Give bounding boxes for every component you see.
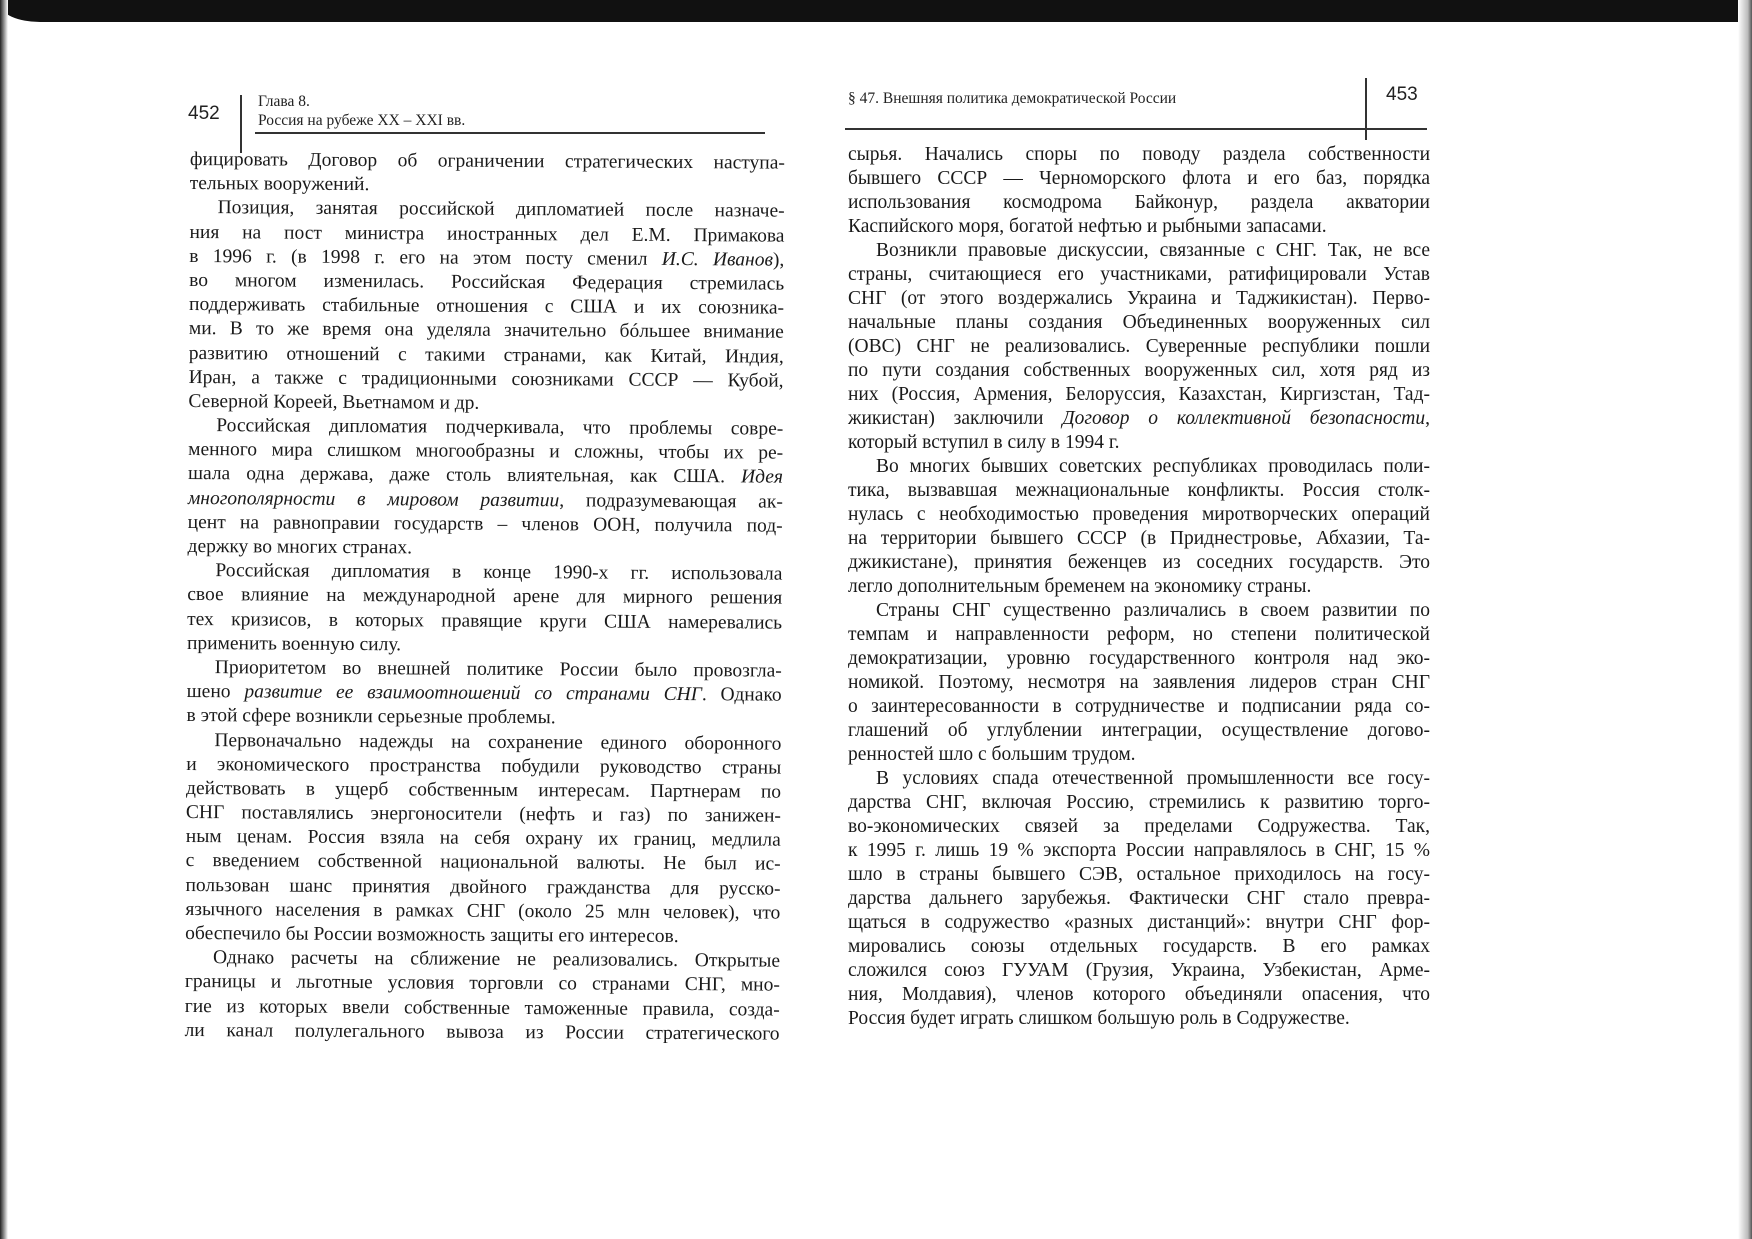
section-title: § 47. Внешняя политика демократической России bbox=[848, 90, 1177, 107]
text-segment: применить военную силу. bbox=[186, 632, 402, 656]
text-line bbox=[848, 191, 1430, 215]
text-segment: поддерживать стабильные отношения с США и их союзника- bbox=[188, 294, 785, 319]
text-line bbox=[848, 815, 1430, 839]
text-line bbox=[848, 983, 1430, 1007]
text-line bbox=[848, 935, 1430, 959]
text-line bbox=[186, 704, 781, 732]
text-segment: СНГ поставлялись энергоносители (нефть и газ) по занижен- bbox=[185, 802, 781, 827]
text-segment: тельных вооружений. bbox=[189, 173, 370, 196]
text-segment: темпам и направленности реформ, но степени политической bbox=[848, 624, 1430, 645]
text-line bbox=[848, 383, 1430, 407]
text-segment: ренностей шло с большим трудом. bbox=[848, 744, 1136, 765]
text-segment: действовать в ущерб собственным интересам. Партнерам по bbox=[186, 777, 782, 803]
chapter-label: Глава 8. bbox=[258, 93, 310, 110]
text-segment: цент на равноправии государств – членов ООН, получила под- bbox=[187, 511, 783, 537]
text-line bbox=[189, 221, 784, 249]
text-segment: который вступил в силу в 1994 г. bbox=[848, 432, 1120, 453]
text-segment: ), bbox=[772, 249, 785, 271]
text-line bbox=[848, 575, 1430, 599]
text-line bbox=[848, 887, 1430, 911]
text-segment: них (Россия, Армения, Белоруссия, Казахстан, Киргизстан, Тад- bbox=[848, 384, 1430, 405]
text-segment: в 1996 г. (в 1998 г. его на этом посту сменил bbox=[189, 245, 662, 270]
text-line bbox=[186, 728, 781, 756]
text-line bbox=[848, 455, 1430, 479]
text-segment: в этой сфере возникли серьезные проблемы. bbox=[186, 705, 556, 729]
text-segment: свое влияние на международной арене для мирного решения bbox=[187, 584, 783, 610]
text-segment: фицировать Договор об ограничении стратегических наступа- bbox=[189, 148, 785, 174]
text-line bbox=[848, 791, 1430, 815]
scan-right-edge bbox=[1738, 0, 1752, 1239]
text-line bbox=[848, 599, 1430, 623]
text-segment: демократизации, уровню государственного контроля над эко- bbox=[848, 648, 1430, 669]
left-page-number: 452 bbox=[188, 103, 220, 124]
text-line bbox=[188, 487, 783, 515]
text-line bbox=[189, 341, 784, 369]
text-segment: В условиях спада отечественной промышленности все госу- bbox=[876, 768, 1430, 789]
scan-top-edge bbox=[0, 0, 1752, 22]
text-segment: ния, Молдавия), членов которого объединяли опасения, что bbox=[848, 984, 1430, 1005]
text-segment: легло дополнительным бременем на экономику страны. bbox=[848, 576, 1312, 597]
text-line bbox=[848, 743, 1430, 767]
text-line bbox=[848, 431, 1430, 455]
text-segment: СНГ (от этого воздержались Украина и Таджикистан). Перво- bbox=[848, 288, 1430, 309]
text-segment: Страны СНГ существенно различались в своем развитии по bbox=[876, 600, 1430, 621]
text-line bbox=[187, 583, 782, 611]
text-line bbox=[188, 390, 783, 418]
right-page-number: 453 bbox=[1386, 84, 1418, 105]
right-page-body bbox=[848, 143, 1430, 1031]
text-line bbox=[190, 148, 785, 176]
text-line bbox=[190, 172, 785, 200]
text-line bbox=[189, 269, 784, 297]
italic-text: развитие ее взаимоотношений со странами СНГ bbox=[244, 681, 702, 706]
left-running-header bbox=[258, 92, 465, 130]
text-segment: гие из которых ввели собственные таможенные правила, созда- bbox=[184, 995, 780, 1021]
text-segment: нулась с необходимостью проведения миротворческих операций bbox=[848, 504, 1430, 525]
text-segment: Иран, а также с традиционными союзниками СССР — Кубой, bbox=[188, 366, 784, 392]
text-segment: о заинтересованности в сотрудничестве и подписании ряда со- bbox=[848, 696, 1430, 717]
text-line bbox=[185, 898, 780, 926]
text-line bbox=[848, 551, 1430, 575]
scan-left-edge bbox=[0, 0, 8, 1239]
text-line bbox=[848, 407, 1430, 431]
left-page-body bbox=[185, 148, 785, 1047]
text-segment: Приоритетом во внешней политике России было провозгла- bbox=[214, 657, 782, 682]
text-line bbox=[189, 293, 784, 321]
text-segment: пользован шанс принятия двойного гражданства для русско- bbox=[185, 874, 781, 900]
italic-text: Договор о коллективной безопасности bbox=[1062, 408, 1426, 429]
text-line bbox=[185, 995, 780, 1023]
header-divider-right bbox=[1365, 78, 1367, 140]
text-segment: Российская дипломатия в конце 1990-х гг. использовала bbox=[215, 560, 783, 585]
text-segment: тех кризисов, в которых правящие круги США намеревались bbox=[187, 608, 783, 634]
text-segment: , bbox=[1425, 408, 1430, 429]
text-line bbox=[848, 527, 1430, 551]
text-segment: щаться в содружество «разных дистанций»: внутри СНГ фор- bbox=[848, 912, 1430, 933]
text-line bbox=[189, 317, 784, 345]
text-segment: тика, вызвавшая межнациональные конфликты. Россия столк- bbox=[848, 480, 1430, 501]
text-line bbox=[187, 608, 782, 636]
text-segment: мировались союзы отдельных государств. В его рамках bbox=[848, 936, 1430, 957]
text-line bbox=[848, 911, 1430, 935]
text-line bbox=[848, 719, 1430, 743]
text-segment: ли канал полулегального вывоза из России стратегического bbox=[184, 1019, 780, 1045]
italic-text: многополярности в мировом развитии bbox=[187, 487, 560, 511]
text-segment: ным ценам. Россия взяла на себя охрану их границ, медлила bbox=[185, 826, 781, 851]
text-line bbox=[848, 1007, 1430, 1031]
text-line bbox=[186, 753, 781, 781]
text-segment: Однако расчеты на сближение не реализовались. Открытые bbox=[212, 947, 781, 972]
text-segment: Позиция, занятая российской дипломатией после назначе- bbox=[217, 197, 785, 223]
text-line bbox=[848, 503, 1430, 527]
text-line bbox=[848, 479, 1430, 503]
header-rule-left bbox=[255, 132, 765, 134]
chapter-title: Россия на рубеже XX – XXI вв. bbox=[258, 112, 466, 129]
text-line bbox=[187, 680, 782, 708]
text-segment: с введением собственной национальной валюты. Не был ис- bbox=[185, 850, 781, 876]
text-segment: по пути создания собственных вооруженных сил, хотя ряд из bbox=[848, 360, 1430, 381]
text-line bbox=[848, 335, 1430, 359]
text-segment: шала одна держава, даже столь влиятельная, как США. bbox=[187, 463, 742, 488]
text-line bbox=[188, 462, 783, 490]
text-segment: . Однако bbox=[701, 684, 782, 706]
text-line bbox=[848, 863, 1430, 887]
text-line bbox=[848, 671, 1430, 695]
text-line bbox=[188, 438, 783, 466]
text-segment: развитию отношений с такими странами, как Китай, Индия, bbox=[188, 342, 784, 368]
text-line bbox=[848, 263, 1430, 287]
text-line bbox=[185, 1019, 780, 1047]
text-segment: использования космодрома Байконур, раздела акватории bbox=[848, 192, 1430, 213]
text-segment: и экономического пространства побудили руководство страны bbox=[186, 753, 782, 779]
text-segment: Северной Кореей, Вьетнамом и др. bbox=[188, 390, 480, 414]
text-line bbox=[187, 535, 782, 563]
text-segment: Российская дипломатия подчеркивала, что проблемы совре- bbox=[216, 415, 784, 440]
text-line bbox=[848, 767, 1430, 791]
text-line bbox=[185, 874, 780, 902]
text-line bbox=[186, 777, 781, 805]
text-line bbox=[848, 959, 1430, 983]
text-segment: Каспийского моря, богатой нефтью и рыбными запасами. bbox=[848, 216, 1327, 237]
text-segment: на территории бывшего СССР (в Приднестровье, Абхазии, Та- bbox=[848, 528, 1430, 549]
text-line bbox=[185, 922, 780, 950]
text-line bbox=[188, 511, 783, 539]
text-segment: во многом изменилась. Российская Федерация стремилась bbox=[189, 269, 785, 295]
text-segment: джикистане), принятия беженцев из соседних государств. Это bbox=[848, 552, 1430, 573]
text-line bbox=[848, 167, 1430, 191]
text-segment: номикой. Поэтому, несмотря на заявления лидеров стран СНГ bbox=[848, 672, 1430, 693]
text-line bbox=[186, 825, 781, 853]
text-segment: Первоначально надежды на сохранение единого оборонного bbox=[214, 729, 782, 755]
text-line bbox=[187, 656, 782, 684]
text-line bbox=[848, 143, 1430, 167]
text-segment: начальные планы создания Объединенных вооруженных сил bbox=[848, 312, 1430, 333]
text-segment: менного мира слишком многообразны и сложны, чтобы их ре- bbox=[188, 439, 784, 464]
text-segment: жикистан) заключили bbox=[848, 408, 1063, 429]
text-segment: сырья. Начались споры по поводу раздела собственности bbox=[848, 144, 1430, 165]
text-segment: Во многих бывших советских республиках проводилась поли- bbox=[876, 456, 1430, 477]
text-line bbox=[848, 647, 1430, 671]
text-segment: обеспечило бы России возможность защиты его интересов. bbox=[185, 922, 679, 947]
text-line bbox=[187, 559, 782, 587]
text-segment: дарства СНГ, включая Россию, стремились к развитию торго- bbox=[848, 792, 1430, 813]
italic-text: Идея bbox=[741, 466, 784, 489]
text-segment: (ОВС) СНГ не реализовались. Суверенные республики пошли bbox=[848, 336, 1430, 357]
text-segment: бывшего СССР — Черноморского флота и его баз, порядка bbox=[848, 168, 1430, 189]
header-rule-right bbox=[845, 128, 1427, 130]
text-line bbox=[186, 849, 781, 877]
text-line bbox=[848, 839, 1430, 863]
text-line bbox=[185, 946, 780, 974]
text-segment: , подразумевающая ак- bbox=[559, 489, 783, 513]
text-line bbox=[189, 366, 784, 394]
text-line bbox=[187, 632, 782, 660]
text-line bbox=[188, 414, 783, 442]
text-segment: ми. В то же время она уделяла значительно бóльшее внимание bbox=[188, 318, 784, 343]
text-segment: дарства дальнего зарубежья. Фактически СНГ стало превра- bbox=[848, 888, 1430, 909]
text-line bbox=[848, 311, 1430, 335]
text-segment: сложился союз ГУУАМ (Грузия, Украина, Узбекистан, Арме- bbox=[848, 960, 1430, 981]
text-line bbox=[848, 239, 1430, 263]
text-segment: Возникли правовые дискуссии, связанные с СНГ. Так, не все bbox=[876, 240, 1430, 261]
text-line bbox=[185, 970, 780, 998]
text-segment: страны, считающиеся его участниками, ратифицировали Устав bbox=[848, 264, 1430, 285]
text-line bbox=[848, 695, 1430, 719]
text-segment: язычного населения в рамках СНГ (около 25 млн человек), что bbox=[185, 898, 781, 924]
text-segment: шло в страны бывшего СЭВ, остальное приходилось на госу- bbox=[848, 864, 1430, 885]
text-line bbox=[186, 801, 781, 829]
text-line bbox=[189, 245, 784, 273]
text-line bbox=[190, 196, 785, 224]
italic-text: И.С. Иванов bbox=[661, 248, 774, 271]
text-line bbox=[848, 359, 1430, 383]
text-segment: во-экономических связей за пределами Содружества. Так, bbox=[848, 816, 1430, 837]
text-segment: ния на пост министра иностранных дел Е.М. Примакова bbox=[189, 221, 785, 247]
text-segment: Россия будет играть слишком большую роль в Содружестве. bbox=[848, 1008, 1350, 1029]
header-divider-left bbox=[240, 95, 242, 153]
text-line bbox=[848, 623, 1430, 647]
text-segment: к 1995 г. лишь 19 % экспорта России направлялось в СНГ, 15 % bbox=[848, 840, 1430, 861]
text-segment: глашений об углублении интеграции, осуществление догово- bbox=[848, 720, 1430, 741]
text-line bbox=[848, 287, 1430, 311]
text-segment: шено bbox=[186, 681, 245, 703]
text-segment: держку во многих странах. bbox=[187, 535, 413, 559]
text-segment: границы и льготные условия торговли со странами СНГ, мно- bbox=[184, 971, 780, 996]
text-line bbox=[848, 215, 1430, 239]
